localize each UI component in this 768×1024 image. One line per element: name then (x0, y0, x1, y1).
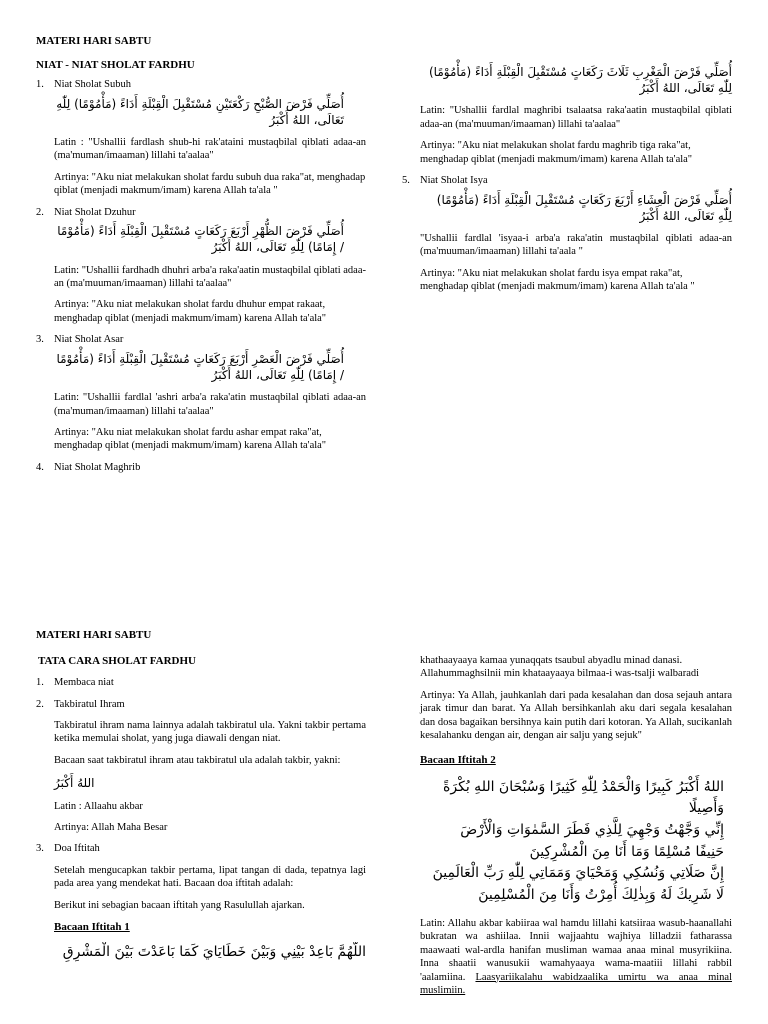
takbir-reading: Bacaan saat takbiratul ihram atau takbiratul ula adalah takbir, yakni: (54, 754, 341, 766)
takbir-latin-text: Latin : Allaahu akbar (54, 800, 143, 812)
item-title: Membaca niat (54, 677, 114, 689)
item-title: Niat Sholat Isya (420, 175, 488, 187)
item-title: Niat Sholat Subuh (54, 79, 132, 91)
latin-underlined: Laasyariikalahu wabidzaalika umirtu wa anaa minal muslimiin. (420, 971, 732, 997)
iftitah-intro: Berikut ini sebagian bacaan iftitah yang Rasulullah ajarkan. (54, 899, 305, 911)
niat-dzuhur (36, 206, 366, 326)
page2-title: MATERI HARI SABTU (36, 629, 152, 641)
list-number: 3. (36, 334, 44, 346)
list-number: 5. (402, 175, 410, 187)
bacaan-iftitah-2-arabic (420, 775, 732, 911)
item-title: Niat Sholat Asar (54, 334, 124, 346)
arabic-text: أُصَلِّي فَرْضَ الصُّبْحِ رَكْعَتَيْنِ مُسْتَقْبِلَ الْقِبْلَةِ أَدَاءً (مَأْمُوْمًا) لِلّٰهِ تَعَالَى، اللهُ أَكْبَرُ (56, 96, 344, 127)
list-number: 3. (36, 843, 44, 855)
takbir-artinya-text: Artinya: Allah Maha Besar (54, 821, 168, 833)
latin-text: Latin: "Ushallii fardlal 'ashri arba'a raka'atin mustaqbilal qiblati adaa-an (ma'muman/imaaman) lillahi ta'aalaa" (54, 392, 366, 417)
page1-title: MATERI HARI SABTU (36, 35, 152, 47)
bacaan-iftitah-2-title: Bacaan Iftitah 2 (420, 753, 496, 766)
arabic-line: اللهُ أَكْبَرُ كَبِيرًا وَالْحَمْدُ لِلّٰهِ كَثِيرًا وَسُبْحَانَ اللهِ بُكْرَةً وَأَصِيلًا (443, 778, 724, 817)
item-title: Takbiratul Ihram (54, 698, 125, 710)
niat-asar (36, 333, 366, 453)
iftitah-1-latin-continued: khathaayaaya kamaa yunaqqats tsaubul abyadlu minad danasi. Allahummaghsilnii min khataayaaya bilmaa-i was-tsalji walbaradi (420, 655, 700, 680)
page1-subtitle: NIAT - NIAT SHOLAT FARDHU (36, 59, 195, 72)
arabic-text: أُصَلِّي فَرْضَ الظُّهْرِ أَرْبَعَ رَكَعَاتٍ مُسْتَقْبِلَ الْقِبْلَةِ أَدَاءً (مَأْمُوْمًا / إِمَامًا) لِلّٰهِ تَعَالَى، اللهُ أَكْبَرُ (57, 224, 344, 255)
iftitah-2-latin-text (420, 917, 732, 998)
isya-arabic-text: أُصَلِّي فَرْضَ الْعِشَاءِ أَرْبَعَ رَكَعَاتٍ مُسْتَقْبِلَ الْقِبْلَةِ أَدَاءً (مَأْمُوْمًا) لِلّٰهِ تَعَالَى، اللهُ أَكْبَرُ (436, 192, 732, 223)
page1-left-column (36, 34, 366, 474)
step-takbiratul-ihram (36, 698, 366, 835)
page2-left-column (36, 628, 366, 972)
niat-maghrib (36, 461, 366, 474)
artinya-text: Artinya: "Aku niat melakukan sholat fardu subuh dua raka"at, menghadap qiblat (menjadi makmum/imam) karena Allah ta'ala " (54, 171, 366, 197)
arabic-line: لَا شَرِيكَ لَهُ وَبِذٰلِكَ أُمِرْتُ وَأَنَا مِنَ الْمُسْلِمِينَ (478, 887, 724, 904)
niat-isya (402, 174, 732, 187)
arabic-line: إِنَّ صَلَاتِي وَنُسُكِي وَمَحْيَايَ وَمَمَاتِي لِلّٰهِ رَبِّ الْعَالَمِينَ (432, 865, 724, 882)
list-number: 1. (36, 79, 44, 91)
item-title: Doa Iftitah (54, 843, 100, 855)
list-number: 1. (36, 677, 44, 689)
isya-latin-text: "Ushallii fardlal 'isyaa-i arba'a raka'atin mustaqbilal qiblati adaa-an (ma'muuman/imaaman) lillahi ta'aala " (420, 232, 732, 258)
artinya-text: Artinya: "Aku niat melakukan sholat fardu dhuhur empat rakaat, menghadap qiblat (menjadi makmum/imam) karena Allah ta'ala" (54, 299, 327, 324)
arabic-line: حَنِيفًا مُسْلِمًا وَمَا أَنَا مِنَ الْمُشْرِكِينَ (529, 843, 724, 860)
page1-right-column (402, 60, 732, 302)
latin-text: Latin : "Ushallii fardlash shub-hi rak'ataini mustaqbilal qiblati adaa-an (ma'muman/imaaman) lillahi ta'aalaa" (54, 136, 366, 162)
maghrib-artinya-text: Artinya: "Aku niat melakukan sholat fardu maghrib tiga raka"at, menghadap qiblat (menjadi makmum/imam) karena Allah ta'ala" (420, 140, 693, 165)
latin-text: Latin: "Ushallii fardhadh dhuhri arba'a raka'aatin mustaqbilal qiblati adaa-an (ma'muuman/imaaman) lillahi ta'aalaa" (54, 264, 366, 289)
page2-right-column (420, 654, 732, 1005)
takbir-description: Takbiratul ihram nama lainnya adalah takbiratul ula. Yakni takbir pertama ketika memulai sholat, yang juga diawali dengan niat. (54, 720, 366, 745)
step-doa-iftitah (36, 842, 366, 912)
latin-main: Latin: Allahu akbar kabiiraa wal hamdu lillahi katsiiraa wasub-haanallahi bukratan wa ashiilaa. Innii wajjaahtu wajhiya lilladzii fatharassa maawaati wal-ardla hanifan musliman wamaa anaa minal musyrikiina. Inna shaatii wanusukii wamahyaaya wama-maatiii lillahi rabbil 'aalamiina. (420, 917, 732, 983)
item-title: Niat Sholat Dzuhur (54, 206, 136, 218)
bacaan-iftitah-1-arabic: اللَّهُمَّ بَاعِدْ بَيْنِي وَبَيْنَ خَطَايَايَ كَمَا بَاعَدْتَ بَيْنَ الْمَشْرِقِ (62, 944, 366, 961)
list-number: 2. (36, 206, 44, 218)
list-number: 4. (36, 461, 44, 473)
page2-subtitle: TATA CARA SHOLAT FARDHU (38, 655, 196, 668)
arabic-line: إِنِّي وَجَّهْتُ وَجْهِيَ لِلَّذِي فَطَرَ السَّمٰوَاتِ وَالْأَرْضَ (460, 822, 724, 839)
maghrib-arabic-text: أُصَلِّي فَرْضَ الْمَغْرِبِ ثَلَاثَ رَكَعَاتٍ مُسْتَقْبِلَ الْقِبْلَةِ أَدَاءً (مَأْمُوْمًا) لِلّٰهِ تَعَالَى، اللهُ أَكْبَرُ (429, 65, 732, 96)
isya-artinya-text: Artinya: "Aku niat melakukan sholat fardu isya empat raka"at, menghadap qiblat (menjadi makmum/imam) karena Allah ta'ala " (420, 267, 695, 293)
step-membaca-niat (36, 676, 366, 689)
iftitah-1-artinya-text: Artinya: Ya Allah, jauhkanlah dari pada kesalahan dan dosa sejauh antara jarak timur dan barat. Ya Allah bersihkanlah aku dari segala kesalahan dan dosa bagaikan bersihnya kain putih dari kotoran. Ya Allah, sucikanlah kesalahanku dengan air, dengan air salju yang sejuk" (420, 689, 732, 742)
bacaan-iftitah-1-title: Bacaan Iftitah 1 (54, 921, 130, 934)
takbir-arabic-text: اللهُ أَكْبَرُ (54, 776, 95, 791)
artinya-text: Artinya: "Aku niat melakukan sholat fardu ashar empat raka"at, menghadap qiblat (menjadi makmum/imam) karena Allah ta'ala" (54, 426, 327, 452)
iftitah-description: Setelah mengucapkan takbir pertama, lipat tangan di dada, tepatnya lagi pada area yang mendekat hati. Bacaan doa iftitah adalah: (54, 864, 366, 890)
list-number: 2. (36, 698, 44, 710)
niat-subuh (36, 78, 366, 198)
arabic-text: أُصَلِّي فَرْضَ الْعَصْرِ أَرْبَعَ رَكَعَاتٍ مُسْتَقْبِلَ الْقِبْلَةِ أَدَاءً (مَأْمُوْمًا / إِمَامًا) لِلّٰهِ تَعَالَى، اللهُ أَكْبَرُ (56, 351, 344, 382)
maghrib-latin-text: Latin: "Ushallii fardlal maghribi tsalaatsa raka'aatin mustaqbilal qiblati adaa-an (ma'muuman/imaaman) lillahi ta'aalaa" (420, 105, 732, 130)
item-title: Niat Sholat Maghrib (54, 461, 141, 473)
